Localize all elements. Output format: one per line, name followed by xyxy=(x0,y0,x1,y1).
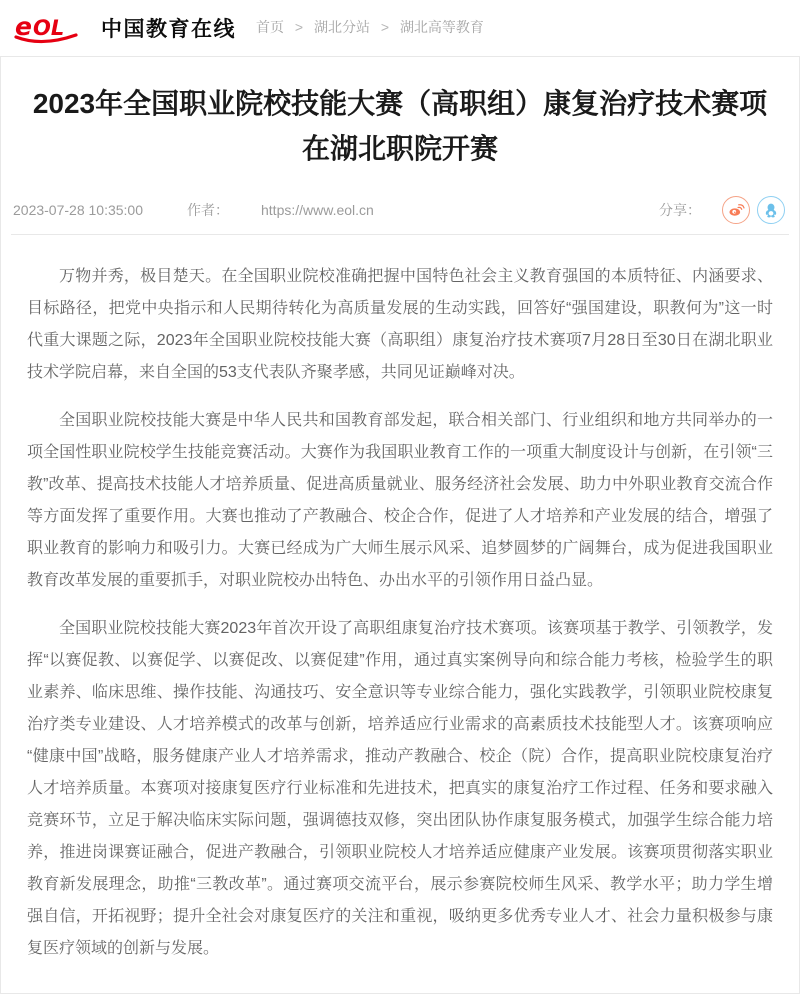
article-paragraph-1: 万物并秀，极目楚天。在全国职业院校准确把握中国特色社会主义教育强国的本质特征、内涵要求、目标路径，把党中央指示和人民期待转化为高质量发展的生动实践，回答好“强国建设，职教何为”这一时代重大课题之际，2023年全国职业院校技能大赛（高职组）康复治疗技术赛项7月28日至30日在湖北职业技术学院启幕，来自全国的53支代表队齐聚孝感，共同见证巅峰对决。 xyxy=(27,267,773,381)
share-weibo-button[interactable] xyxy=(722,196,750,224)
share-qq-button[interactable] xyxy=(757,196,785,224)
author-label: 作者： xyxy=(187,201,229,218)
article-paragraph-2: 全国职业院校技能大赛是中华人民共和国教育部发起，联合相关部门、行业组织和地方共同举办的一项全国性职业院校学生技能竞赛活动。大赛作为我国职业教育工作的一项重大制度设计与创新，在引领“三教”改革、提高技术技能人才培养质量、促进高质量就业、服务经济社会发展、助力中外职业教育交流合作等方面发挥了重要作用。大赛也推动了产教融合、校企合作，促进了人才培养和产业发展的结合，增强了职业教育的影响力和吸引力。大赛已经成为广大师生展示风采、追梦圆梦的广阔舞台，成为促进我国职业教育改革发展的重要抓手，对职业院校办出特色、办出水平的引领作用日益凸显。 xyxy=(27,411,773,589)
article-body xyxy=(1,235,799,993)
breadcrumb-separator: > xyxy=(380,19,390,35)
brand-name: 中国教育在线 xyxy=(101,18,236,41)
svg-text:e: e xyxy=(15,12,32,41)
breadcrumb-home[interactable]: 首页 xyxy=(256,19,284,35)
breadcrumb-hubei-higher-edu[interactable]: 湖北高等教育 xyxy=(399,19,484,35)
breadcrumb-separator: > xyxy=(294,19,304,35)
article-meta-row xyxy=(1,176,799,234)
eol-logo[interactable] xyxy=(14,11,236,45)
article-container xyxy=(0,56,800,994)
article-paragraph-3: 全国职业院校技能大赛2023年首次开设了高职组康复治疗技术赛项。该赛项基于教学、引领教学，发挥“以赛促教、以赛促学、以赛促改、以赛促建”作用，通过真实案例导向和综合能力考核，检验学生的职业素养、临床思维、操作技能、沟通技巧、安全意识等专业综合能力，强化实践教学，引领职业院校康复治疗类专业建设、人才培养模式的改革与创新，培养适应行业需求的高素质技术技能型人才。该赛项响应“健康中国”战略，服务健康产业人才培养需求，推动产教融合、校企（院）合作，提高职业院校康复治疗人才培养质量。本赛项对接康复医疗行业标准和先进技术，把真实的康复治疗工作过程、任务和要求融入竞赛环节，立足于解决临床实际问题，强调德技双修，突出团队协作康复服务模式，加强学生综合能力培养，推进岗课赛证融合，促进产教融合，引领职业院校人才培养适应健康产业发展。该赛项贯彻落实职业教育新发展理念，助推“三教改革”。通过赛项交流平台，展示参赛院校师生风采、教学水平；助力学生增强自信，开拓视野；提升全社会对康复医疗的关注和重视，吸纳更多优秀专业人才、社会力量积极参与康复医疗领域的创新与发展。 xyxy=(27,619,773,957)
article-title: 2023年全国职业院校技能大赛（高职组）康复治疗技术赛项在湖北职院开赛 xyxy=(32,88,768,165)
meta-left xyxy=(13,200,374,220)
eol-logo-icon xyxy=(14,11,92,45)
breadcrumb xyxy=(256,17,484,39)
share-label: 分享： xyxy=(659,201,701,218)
site-header xyxy=(0,0,800,56)
publish-datetime: 2023-07-28 10:35:00 xyxy=(13,201,143,218)
svg-text:OL: OL xyxy=(33,16,65,40)
source-url-link[interactable]: https://www.eol.cn xyxy=(261,201,374,218)
breadcrumb-hubei-branch[interactable]: 湖北分站 xyxy=(313,19,370,35)
share-bar xyxy=(659,196,787,224)
qq-icon xyxy=(763,202,779,218)
weibo-icon xyxy=(728,201,745,218)
